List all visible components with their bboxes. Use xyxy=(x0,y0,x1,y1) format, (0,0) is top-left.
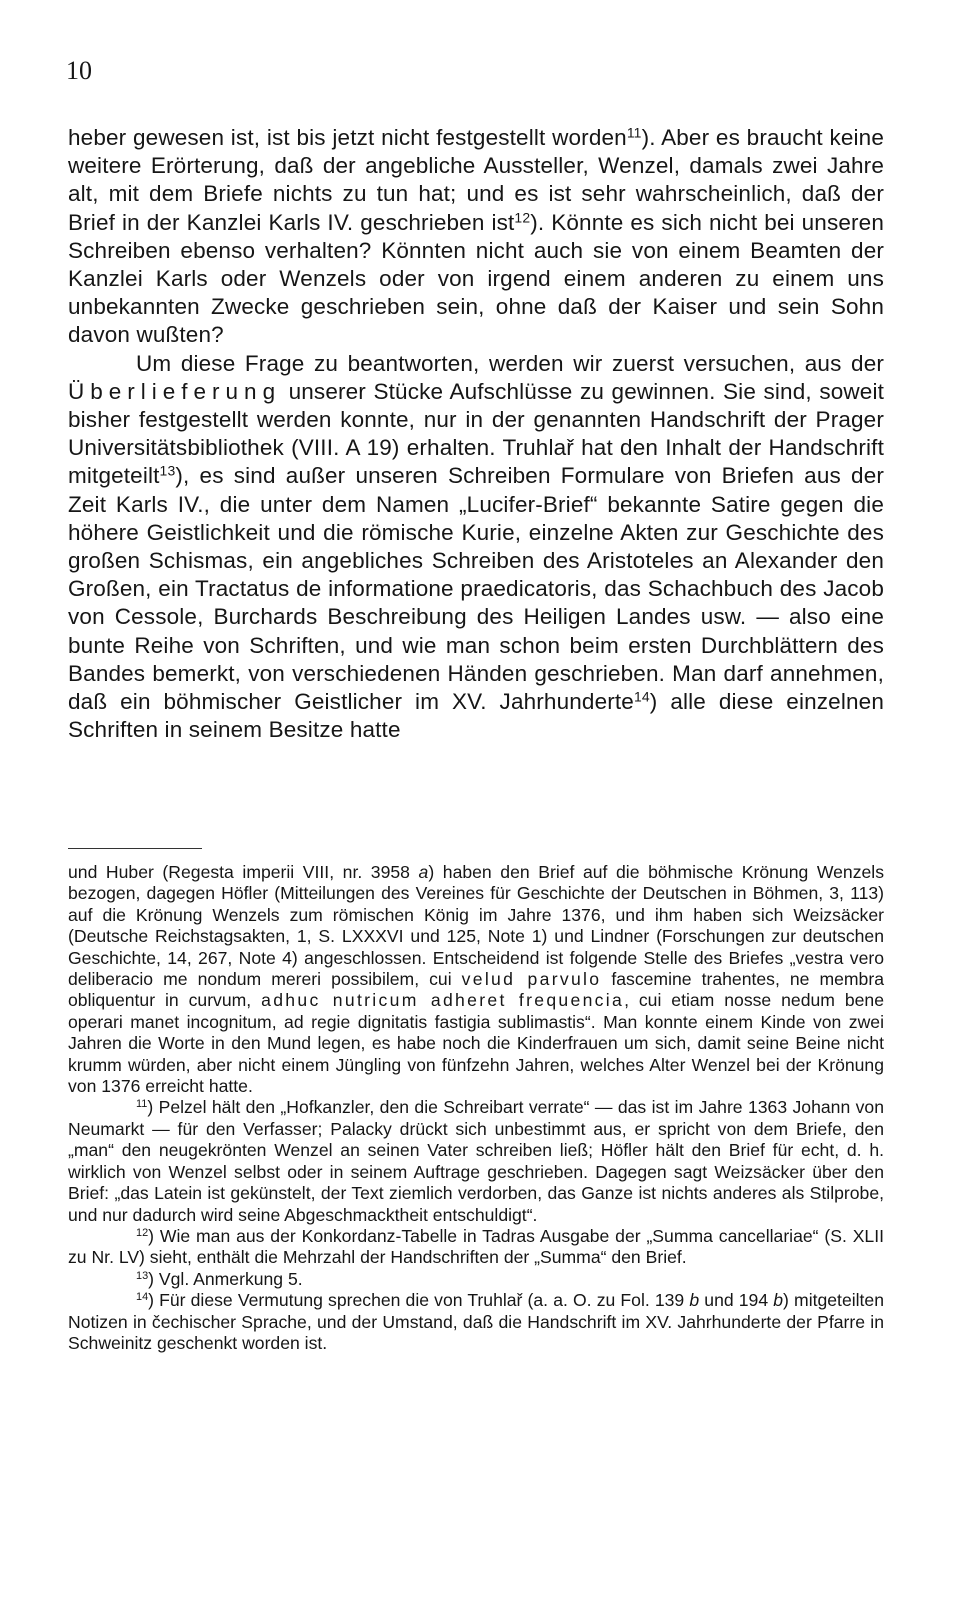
text-run: ) mitgeteilten Notizen in čechischer Sprache, und der Umstand, daß die Handschrift im XV. Jahrhunderte der Pfarre in Schweinitz geschenkt worden ist. xyxy=(68,1290,885,1353)
footnotes xyxy=(68,862,884,1354)
footnote-continuation xyxy=(68,862,884,1097)
paragraph xyxy=(68,124,884,350)
text-run: ) Für diese Vermutung sprechen die von Truhlař (a. a. O. zu Fol. 139 xyxy=(148,1290,690,1311)
text-run: unserer Stücke Aufschlüsse zu gewinnen. Sie sind, soweit bisher festgestellt werden konnte, nur in der genannten Handschrift der Prager Universitätsbibliothek (VIII. A 19) erhalten. Truhlař hat den Inhalt der Handschrift mitgeteilt xyxy=(68,378,884,489)
text-run: , cui etiam nosse nedum bene operari manet incognitum, ad regie dignitatis fastigia sublimastis“. Man konnte einem Kinde von zwei Jahren die Worte in den Mund legen, es habe noch die Kinderfrauen um sich, damit seine Beine nicht krumm würden, aber nicht einem Jüngling von fünfzehn Jahren, welches Alter Wenzel bei der Krönung von 1376 erreicht hatte. xyxy=(68,990,885,1097)
footnote-reference: 12 xyxy=(514,208,531,225)
footnote-reference: 11 xyxy=(626,124,642,141)
text-run: ), es sind außer unseren Schreiben Formulare von Briefen aus der Zeit Karls IV., die unter dem Namen „Lucifer-Brief“ bekannte Satire gegen die höhere Geistlichkeit und die römische Kurie, einzelne Akten zur Geschichte des großen Schismas, ein angebliches Schreiben des Aristoteles an Alexander den Großen, ein Tractatus de informatione praedicatoris, das Schachbuch des Jacob von Cessole, Burchards Beschreibung des Heiligen Landes usw. — also eine bunte Reihe von Schriften, und wie man schon beim ersten Durchblättern des Bandes bemerkt, von verschiedenen Händen geschrieben. Man darf annehmen, daß ein böhmischer Geistlicher im XV. Jahrhunderte xyxy=(68,463,884,715)
footnote-marker: 13 xyxy=(136,1269,149,1282)
footnote-text: ) Vgl. Anmerkung 5. xyxy=(148,1268,303,1289)
footnote-11 xyxy=(68,1097,884,1225)
emphasized-text: velud parvulo xyxy=(461,969,602,990)
text-run: heber gewesen ist, ist bis jetzt nicht festgestellt worden xyxy=(68,125,627,150)
paragraph xyxy=(68,350,884,745)
page-number: 10 xyxy=(66,56,92,85)
italic-text: a xyxy=(418,862,429,882)
footnote-reference: 13 xyxy=(159,462,176,479)
italic-text: b xyxy=(773,1290,784,1311)
text-run: fascemine trahentes, ne membra obliquentur in curvum, xyxy=(68,969,884,1011)
emphasized-word: Überlieferung xyxy=(68,378,282,404)
footnote-13 xyxy=(68,1269,884,1290)
footnote-14 xyxy=(68,1290,884,1354)
text-run: und Huber (Regesta imperii VIII, nr. 3958 xyxy=(68,862,419,882)
text-run: ). Könnte es sich nicht bei unseren Schreiben ebenso verhalten? Könnten nicht auch sie von einem Beamten der Kanzlei Karls oder Wenzels oder von irgend einem anderen zu einem uns unbekannten Zwecke geschrieben sein, ohne daß der Kaiser und sein Sohn davon wußten? xyxy=(68,209,885,348)
italic-text: b xyxy=(689,1290,700,1311)
text-run: und 194 xyxy=(699,1290,774,1311)
footnote-text: ) Pelzel hält den „Hofkanzler, den die Schreibart verrate“ — das ist im Jahre 1363 Johann von Neumarkt — für den Verfasser; Palacky drückt sich unbestimmt aus, er spricht von dem Briefe, den „man“ den neugekrönten Wenzel an seinen Vater schreiben ließ; Höfler hält den Brief für echt, d. h. wirklich von Wenzel selbst oder in seinem Auftrage geschrieben. Dagegen sagt Weizsäcker über den Brief: „das Latein ist gekünstelt, der Text ziemlich verdorben, das Ganze ist nichts anderes als Stilprobe, und nur dadurch wird seine Abgeschmacktheit entschuldigt“. xyxy=(68,1097,884,1225)
text-run: ) haben den Brief auf die böhmische Krönung Wenzels bezogen, dagegen Höfler (Mitteilungen des Vereines für Geschichte der Deutschen in Böhmen, 3, 113) auf die Krönung Wenzels zum römischen König im Jahre 1376, und ihm haben sich Weizsäcker (Deutsche Reichstagsakten, 1, S. LXXXVI und 125, Note 1) und Lindner (Forschungen zur deutschen Geschichte, 14, 267, Note 4) angeschlossen. Entscheidend ist folgende Stelle des Briefes „vestra vero deliberacio me nondum mereri possibilem, cui xyxy=(68,862,884,990)
text-run: Um diese Frage zu beantworten, werden wir zuerst versuchen, aus der xyxy=(136,350,884,376)
text-run: ). Aber es braucht keine weitere Erörterung, daß der angebliche Aussteller, Wenzel, damals zwei Jahre alt, mit dem Briefe nichts zu tun hat; und es ist sehr wahrscheinlich, daß der Brief in der Kanzlei Karls IV. geschrieben ist xyxy=(68,125,884,235)
main-text xyxy=(68,124,884,744)
footnote-reference: 14 xyxy=(633,688,650,705)
footnote-text: ) Wie man aus der Konkordanz-Tabelle in Tadras Ausgabe der „Summa cancellariae“ (S. XLII zu Nr. LV) sieht, enthält die Mehrzahl der Handschriften der „Summa“ den Brief. xyxy=(68,1225,884,1268)
footnote-marker: 12 xyxy=(136,1226,149,1239)
footnote-separator xyxy=(68,848,202,849)
text-run: ) alle diese einzelnen Schriften in seinem Besitze hatte xyxy=(68,689,884,743)
footnote-marker: 11 xyxy=(136,1098,148,1111)
footnote-12 xyxy=(68,1226,884,1269)
footnote-marker: 14 xyxy=(136,1291,149,1304)
emphasized-text: adhuc nutricum adheret frequencia xyxy=(261,990,625,1011)
